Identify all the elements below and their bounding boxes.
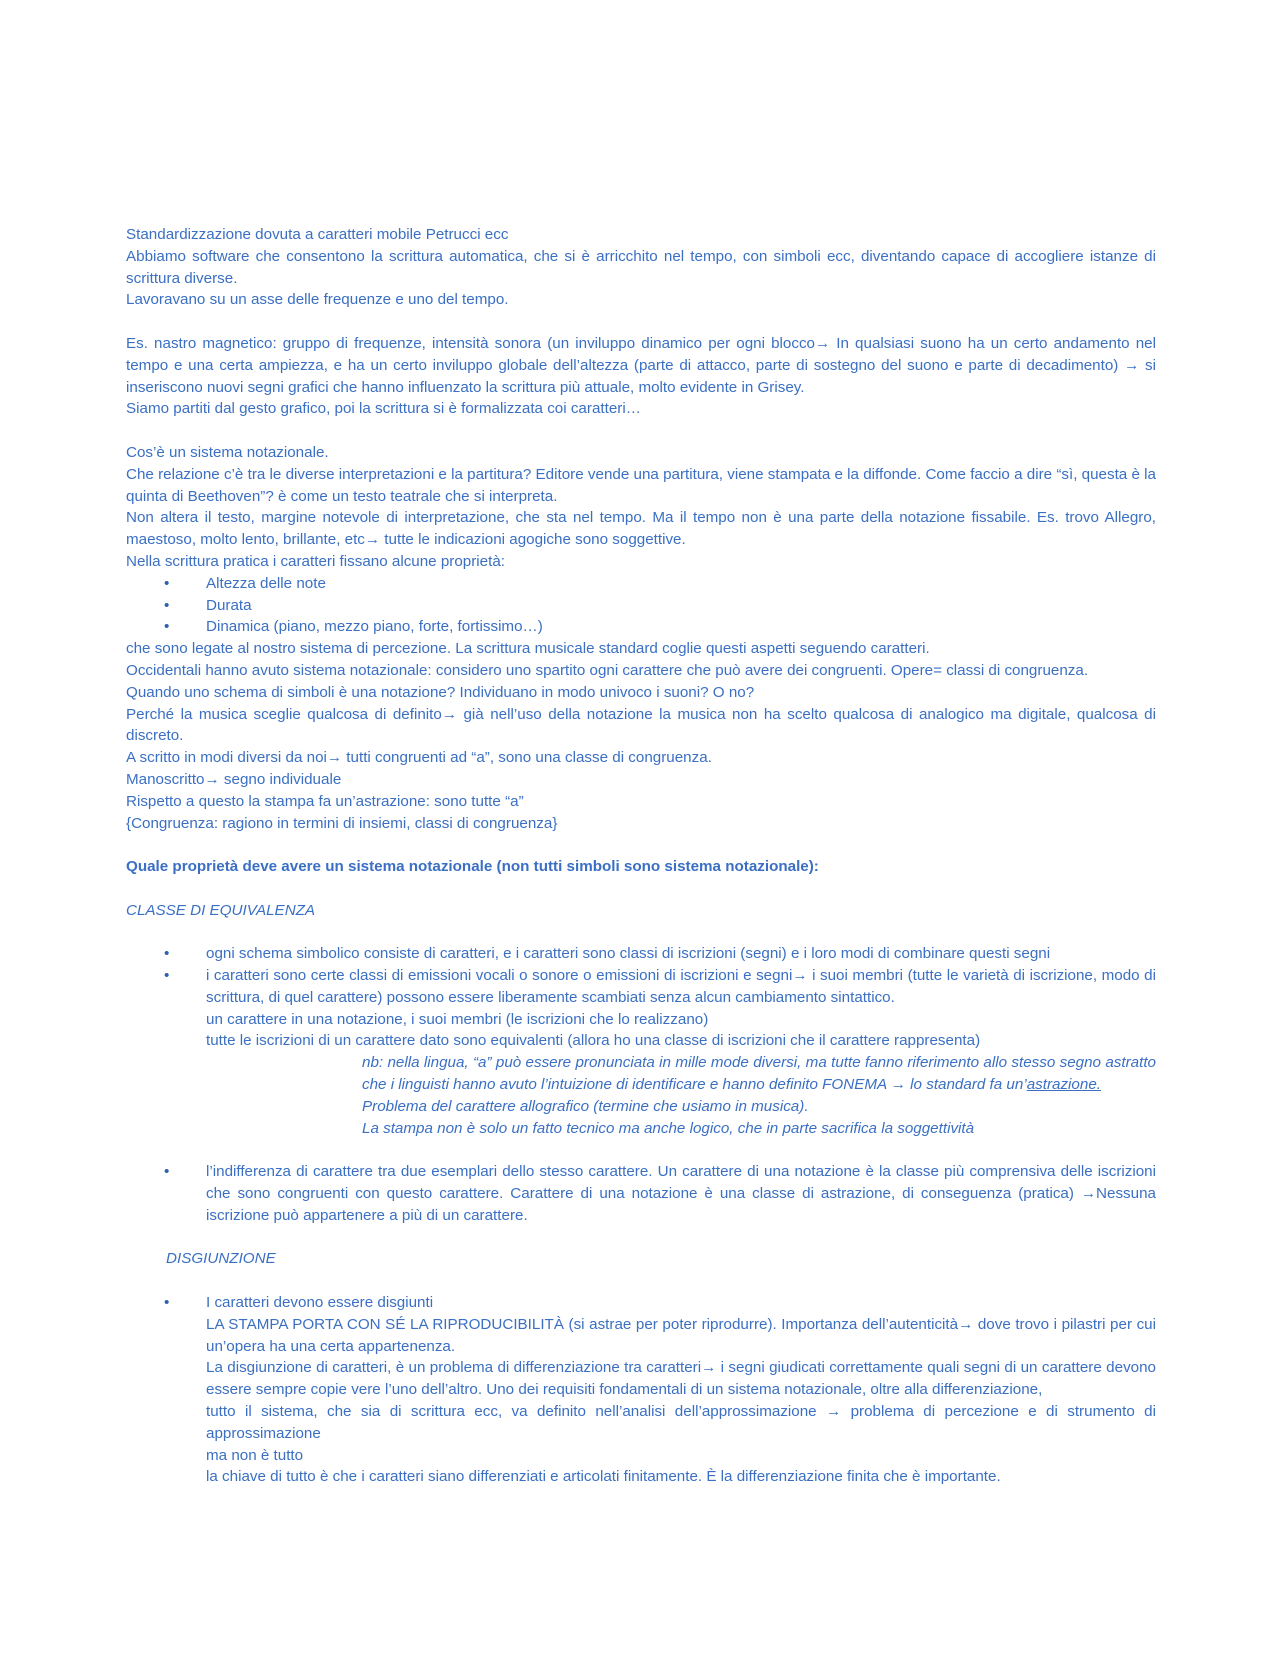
list-item: • ogni schema simbolico consiste di caratteri, e i caratteri sono classi di iscrizioni (segni) e i loro modi di combinare questi segni [126, 943, 1156, 965]
paragraph: {Congruenza: ragiono in termini di insiemi, classi di congruenza} [126, 814, 558, 832]
list-item: • I caratteri devono essere disgiunti [126, 1292, 1156, 1314]
document-body [126, 224, 1156, 1488]
paragraph: la chiave di tutto è che i caratteri siano differenziati e articolati finitamente. È la differenziazione finita che è importante. [206, 1468, 1001, 1486]
paragraph: Occidentali hanno avuto sistema notazionale: considero uno spartito ogni carattere che può avere dei congruenti. Opere= classi di congruenza. [126, 661, 1089, 679]
list-item: • Dinamica (piano, mezzo piano, forte, fortissimo…) [126, 616, 1156, 638]
list-item [126, 965, 1156, 1009]
subsection-title: CLASSE DI EQUIVALENZA [126, 901, 316, 919]
paragraph: La disgiunzione di caratteri, è un problema di differenziazione tra caratteri→ i segni giudicati correttamente quali segni di un carattere devono essere sempre copie vere l’uno dell’altro. Uno dei requisiti fondamentali di un sistema notazionale, oltre alla differenziazione, [206, 1359, 1156, 1399]
paragraph: Manoscritto→ segno individuale [126, 770, 342, 788]
paragraph: Perché la musica sceglie qualcosa di definito→ già nell’uso della notazione la musica non ha scelto qualcosa di analogico ma digitale, qualcosa di discreto. [126, 705, 1156, 745]
paragraph: Rispetto a questo la stampa fa un’astrazione: sono tutte “a” [126, 792, 524, 810]
paragraph: Es. nastro magnetico: gruppo di frequenze, intensità sonora (un inviluppo dinamico per ogni blocco→ In qualsiasi suono ha un certo andamento nel tempo e una certa ampiezza, e ha un certo inviluppo globale dell’altezza (parte di attacco, parte di sostegno del suono e parte di decadimento) → si inseriscono nuovi segni grafici che hanno influenzato la scrittura più attuale, molto evidente in Grisey. [126, 334, 1156, 396]
paragraph: Siamo partiti dal gesto grafico, poi la scrittura si è formalizzata coi caratteri… [126, 400, 641, 418]
subsection-title: DISGIUNZIONE [166, 1250, 276, 1268]
paragraph: tutto il sistema, che sia di scrittura ecc, va definito nell’analisi dell’approssimazione → problema di percezione e di strumento di approssimazione [206, 1403, 1156, 1442]
indifference-list [126, 1161, 1156, 1226]
paragraph: Non altera il testo, margine notevole di interpretazione, che sta nel tempo. Ma il tempo non è una parte della notazione fissabile. Es. trovo Allegro, maestoso, molto lento, brillante, etc→ tutte le indicazioni agogiche sono soggettive. [126, 509, 1156, 549]
note-underlined: astrazione. [1026, 1076, 1101, 1094]
paragraph: Quando uno schema di simboli è una notazione? Individuano in modo univoco i suoni? O no? [126, 683, 755, 701]
list-item-text: i caratteri sono certe classi di emissioni vocali o sonore o emissioni di iscrizioni e segni→ i suoi membri (tutte le varietà di iscrizione, modo di scrittura, di quel carattere) possono essere liberamente scambiati senza alcun cambiamento sintattico. [206, 967, 1156, 1006]
note: Problema del carattere allografico (termine che usiamo in musica). [362, 1097, 809, 1115]
paragraph: che sono legate al nostro sistema di percezione. La scrittura musicale standard coglie questi aspetti seguendo caratteri. [126, 640, 930, 658]
equivalence-list [126, 943, 1156, 1008]
paragraph: LA STAMPA PORTA CON SÉ LA RIPRODUCIBILITÀ (si astrae per poter riprodurre). Importanza dell’autenticità→ dove trovo i pilastri per cui un’opera ha una certa appartenenza. [206, 1315, 1156, 1355]
note: La stampa non è solo un fatto tecnico ma anche logico, che in parte sacrifica la soggettività [362, 1119, 975, 1137]
list-item: • l’indifferenza di carattere tra due esemplari dello stesso carattere. Un carattere di una notazione è la classe più comprensiva delle iscrizioni che sono congruenti con questo carattere. Carattere di una notazione è una classe di astrazione, di conseguenza (pratica) →Nessuna iscrizione può appartenere a più di un carattere. [126, 1161, 1156, 1226]
disjunction-list [126, 1292, 1156, 1314]
paragraph: Abbiamo software che consentono la scrittura automatica, che si è arricchito nel tempo, con simboli ecc, diventando capace di accogliere istanze di scrittura diverse. [126, 247, 1156, 287]
note [126, 1052, 1156, 1096]
paragraph: un carattere in una notazione, i suoi membri (le iscrizioni che lo realizzano) [206, 1010, 709, 1028]
paragraph: A scritto in modi diversi da noi→ tutti congruenti ad “a”, sono una classe di congruenza. [126, 749, 712, 767]
section-heading: Quale proprietà deve avere un sistema notazionale (non tutti simboli sono sistema notazionale): [126, 858, 819, 876]
paragraph: ma non è tutto [206, 1446, 304, 1464]
properties-list [126, 573, 1156, 638]
paragraph: Standardizzazione dovuta a caratteri mobile Petrucci ecc [126, 226, 509, 243]
list-item: • Altezza delle note [126, 573, 1156, 595]
paragraph: tutte le iscrizioni di un carattere dato sono equivalenti (allora ho una classe di iscrizioni che il carattere rappresenta) [206, 1032, 981, 1050]
note-text: nb: nella lingua, “a” può essere pronunciata in mille mode diversi, ma tutte fanno riferimento allo stesso segno astratto che i linguisti hanno avuto l’intuizione di identificare e hanno definito FONEMA → lo standard fa un’ [362, 1054, 1156, 1094]
paragraph: Cos’è un sistema notazionale. [126, 443, 329, 461]
paragraph: Lavoravano su un asse delle frequenze e uno del tempo. [126, 291, 509, 309]
paragraph: Che relazione c’è tra le diverse interpretazioni e la partitura? Editore vende una partitura, viene stampata e la diffonde. Come faccio a dire “sì, questa è la quinta di Beethoven”? è come un testo teatrale che si interpreta. [126, 465, 1156, 505]
list-item: • Durata [126, 595, 1156, 617]
paragraph: Nella scrittura pratica i caratteri fissano alcune proprietà: [126, 552, 506, 570]
